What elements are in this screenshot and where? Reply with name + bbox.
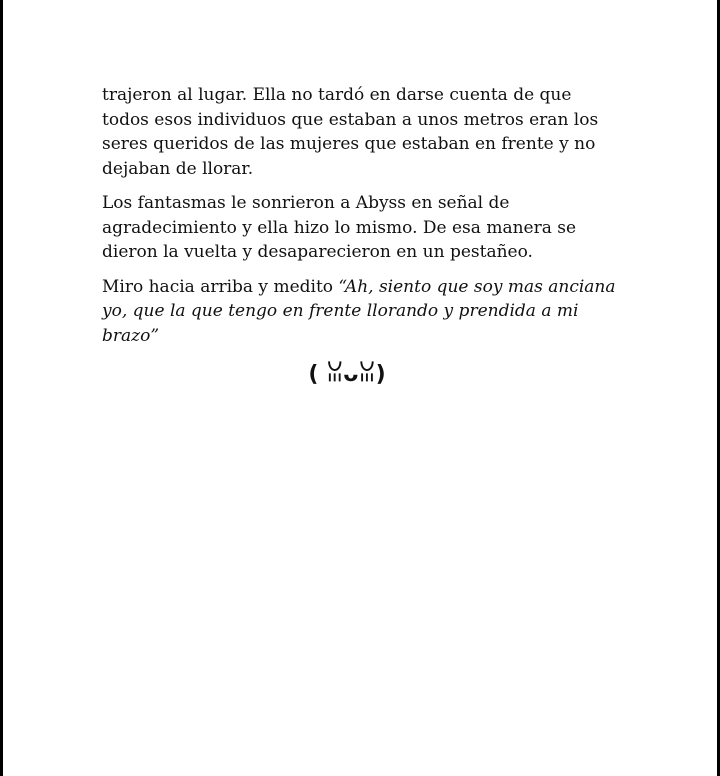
paragraph-3 [102, 275, 622, 349]
left-page-edge [0, 0, 3, 776]
emoticon: ( ꈍᴗꈍ) [308, 362, 386, 387]
italic-quote: “Ah, siento que soy mas anciana yo, que la que tengo en frente llorando y prendida a mi brazo” [102, 276, 616, 346]
story-page [102, 83, 622, 390]
paragraph-2: Los fantasmas le sonrieron a Abyss en señal de agradecimiento y ella hizo lo mismo. De esa manera se dieron la vuelta y desaparecieron en un pestañeo. [102, 193, 577, 262]
paragraph-1: trajeron al lugar. Ella no tardó en darse cuenta de que todos esos individuos que estaban a unos metros eran los seres queridos de las mujeres que estaban en frente y no dejaban de llorar. [102, 85, 599, 179]
paragraph-3-lead: Miro hacia arriba y medito [102, 276, 339, 297]
